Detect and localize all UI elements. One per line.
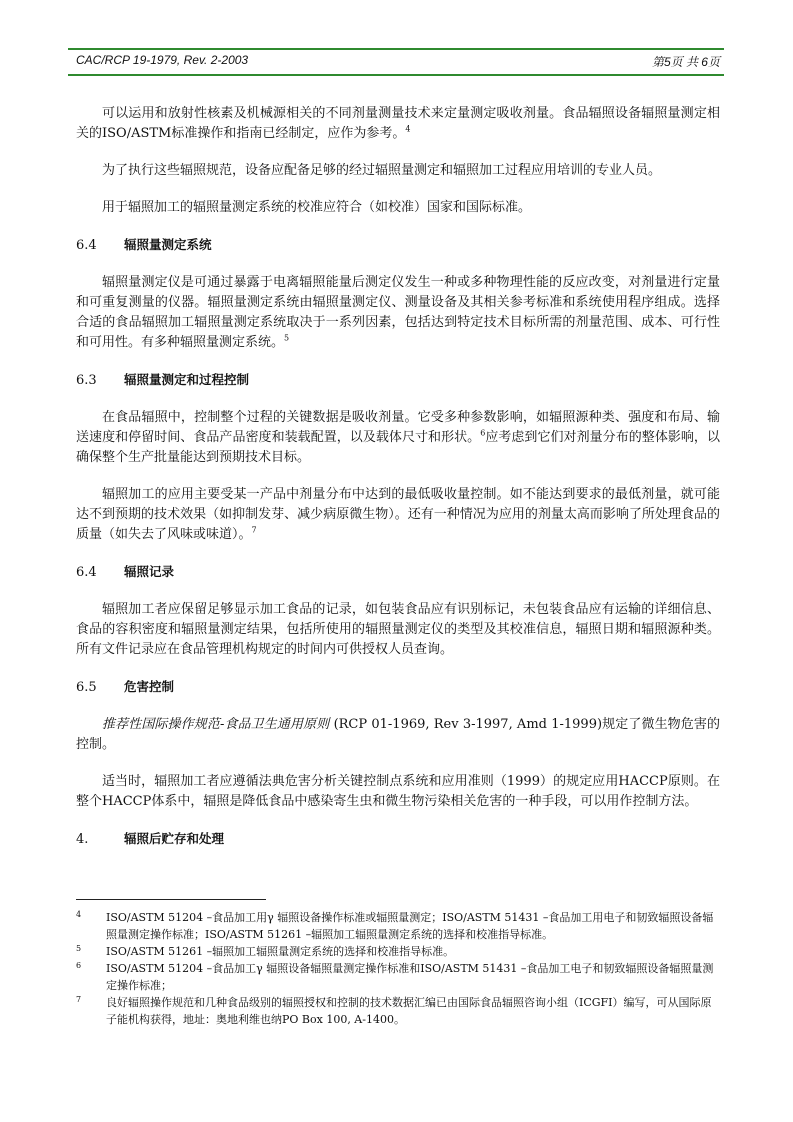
section-heading: 6.3 辐照量测定和过程控制 — [76, 372, 250, 388]
footnote: 7 良好辐照操作规范和几种食品级别的辐照授权和控制的技术数据汇编已由国际食品辐照咨询小组（ICGFI）编写，可从国际原子能机构获得，地址：奥地利维也纳PO Box 100, A-1400。 — [76, 995, 712, 1026]
footnote-ref[interactable]: 6 — [480, 428, 486, 438]
paragraph: 适当时，辐照加工者应遵循法典危害分析关键控制点系统和应用准则（1999）的规定应用HACCP原则。在整个HACCP体系中，辐照是降低食品中感染寄生虫和微生物污染相关危害的一种手段，可以用作控制方法。 — [76, 774, 720, 809]
section-heading: 4. 辐照后贮存和处理 — [76, 831, 225, 847]
page-body — [76, 104, 720, 867]
footnote-separator — [76, 899, 266, 900]
footnote-ref[interactable]: 5 — [284, 333, 290, 343]
footnote: 5 ISO/ASTM 51261 –辐照加工辐照量测定系统的选择和校准指导标准。 — [76, 944, 455, 958]
paragraph: 辐照量测定仪是可通过暴露于电离辐照能量后测定仪发生一种或多种物理性能的反应改变，对剂量进行定量和可重复测量的仪器。辐照量测定系统由辐照量测定仪、测量设备及其相关参考标准和系统使用程序组成。选择合适的食品辐照加工辐照量测定系统取决于一系列因素，包括达到特定技术目标所需的剂量范围、成本、可行性和可用性。有多种辐照量测定系统。$^5$ — [76, 275, 720, 350]
section-heading: 6.4 辐照量测定系统 — [76, 237, 212, 253]
footnote-ref[interactable]: 4 — [405, 124, 411, 134]
section-heading: 6.5 危害控制 — [76, 679, 175, 695]
paragraph: 推荐性国际操作规范-食品卫生通用原则 (RCP 01-1969, Rev 3-1997, Amd 1-1999)规定了微生物危害的控制。 — [76, 717, 720, 752]
footnote-ref[interactable]: 7 — [251, 525, 257, 535]
page-header — [76, 53, 720, 73]
paragraph: 在食品辐照中，控制整个过程的关键数据是吸收剂量。它受多种参数影响，如辐照源种类、强度和布局、输送速度和停留时间、食品产品密度和装载配置，以及载体尺寸和形状。$^6$应考虑到它们对剂量分布的整体影响，以确保整个生产批量能达到预期技术目标。 — [76, 410, 720, 465]
page-number: 第5页 共 6页 — [651, 55, 720, 69]
paragraph: 辐照加工者应保留足够显示加工食品的记录，如包装食品应有识别标记，未包装食品应有运输的详细信息、食品的容积密度和辐照量测定结果，包括所使用的辐照量测定仪的类型及其校准信息，辐照日期和辐照源种类。所有文件记录应在食品管理机构规定的时间内可供授权人员查询。 — [76, 602, 720, 657]
footnote: 4 ISO/ASTM 51204 –食品加工用γ 辐照设备操作标准或辐照量测定；ISO/ASTM 51431 –食品加工用电子和韧致辐照设备辐照量测定操作标准；ISO/ASTM 51261 –辐照加工辐照量测定系统的选择和校准指导标准。 — [76, 910, 714, 941]
paragraph: 为了执行这些辐照规范，设备应配备足够的经过辐照量测定和辐照加工过程应用培训的专业人员。 — [102, 163, 662, 178]
paragraph: 辐照加工的应用主要受某一产品中剂量分布中达到的最低吸收量控制。如不能达到要求的最低剂量，就可能达不到预期的技术效果（如抑制发芽、减少病原微生物）。还有一种情况为应用的剂量太高而影响了所处理食品的质量（如失去了风味或味道）。$^7$ — [76, 487, 720, 542]
section-heading: 6.4 辐照记录 — [76, 564, 175, 580]
document-title-reference: 推荐性国际操作规范-食品卫生通用原则 — [102, 717, 330, 732]
doc-code: CAC/RCP 19-1979, Rev. 2-2003 — [76, 53, 249, 67]
paragraph: 可以运用和放射性核素及机械源相关的不同剂量测量技术来定量测定吸收剂量。食品辐照设备辐照量测定相关的ISO/ASTM标准操作和指南已经制定，应作为参考。$^4$ — [76, 106, 720, 141]
footnote: 6 ISO/ASTM 51204 –食品加工γ 辐照设备辐照量测定操作标准和ISO/ASTM 51431 –食品加工电子和韧致辐照设备辐照量测定操作标准； — [76, 961, 714, 992]
footnotes — [76, 909, 720, 1028]
paragraph: 用于辐照加工的辐照量测定系统的校准应符合（如校准）国家和国际标准。 — [102, 200, 532, 215]
header-bottom-rule — [68, 74, 724, 76]
header-top-rule — [68, 48, 724, 50]
